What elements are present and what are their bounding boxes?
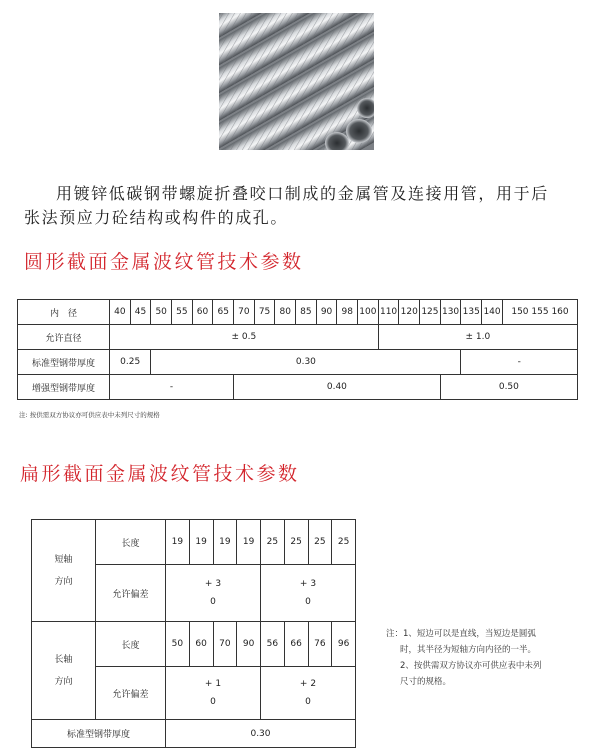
diameter-cell: 120 [399, 300, 420, 325]
long-length-cell: 76 [308, 622, 332, 667]
note-line: 2、按供需双方协议亦可供应表中未列 [400, 661, 542, 671]
short-length-cell: 25 [284, 520, 308, 565]
table-row [18, 300, 578, 325]
long-length-cell: 50 [166, 622, 190, 667]
flat-spec-table [31, 519, 356, 748]
short-length-cell: 19 [213, 520, 237, 565]
diameter-cell: 55 [172, 300, 193, 325]
long-length-cell: 66 [284, 622, 308, 667]
short-axis-label: 短轴 方向 [32, 520, 96, 622]
std-thickness-label: 标准型钢带厚度 [18, 350, 110, 375]
short-deviation-value: + 3 0 [261, 565, 356, 622]
long-length-cell: 60 [189, 622, 213, 667]
diameter-cell: 75 [254, 300, 275, 325]
short-length-cell: 19 [237, 520, 261, 565]
round-spec-table [17, 299, 578, 400]
diameter-cell: 45 [130, 300, 151, 325]
std-thickness-value: 0.25 [110, 350, 151, 375]
intro-line-1: 用镀锌低碳钢带螺旋折叠咬口制成的金属管及连接用管，用于后 [56, 184, 549, 203]
long-axis-label: 长轴 方向 [32, 622, 96, 720]
note-line: 注：1、短边可以是直线，当短边是圆弧 [386, 629, 536, 639]
long-deviation-label: 允许偏差 [96, 667, 166, 720]
table-row [32, 720, 356, 748]
long-deviation-value: + 1 0 [166, 667, 261, 720]
long-length-cell: 96 [332, 622, 356, 667]
diameter-cell: 125 [420, 300, 441, 325]
note-line: 尺寸的规格。 [400, 677, 452, 687]
note-line: 时，其半径为短轴方向内径的一半。 [400, 645, 537, 655]
long-deviation-value: + 2 0 [261, 667, 356, 720]
short-deviation-label: 允许偏差 [96, 565, 166, 622]
short-length-cell: 25 [261, 520, 285, 565]
short-length-label: 长度 [96, 520, 166, 565]
table-row [18, 325, 578, 350]
rein-thickness-value: - [110, 375, 234, 400]
long-length-cell: 70 [213, 622, 237, 667]
short-length-cell: 25 [332, 520, 356, 565]
long-length-label: 长度 [96, 622, 166, 667]
table-row [32, 622, 356, 667]
std-thickness-value: - [461, 350, 578, 375]
diameter-cell: 110 [378, 300, 399, 325]
product-photo [219, 13, 374, 150]
short-length-cell: 19 [189, 520, 213, 565]
intro-paragraph [24, 182, 572, 230]
flat-std-thickness-label: 标准型钢带厚度 [32, 720, 166, 748]
long-length-cell: 90 [237, 622, 261, 667]
diameter-cell: 130 [440, 300, 461, 325]
short-deviation-value: + 3 0 [166, 565, 261, 622]
round-table-note: 注: 按供需双方协议亦可供应表中未列尺寸的规格 [19, 411, 160, 419]
diameter-cell: 40 [110, 300, 131, 325]
diameter-cell: 50 [151, 300, 172, 325]
flat-table-note [386, 626, 586, 690]
diameter-cell: 90 [316, 300, 337, 325]
long-length-cell: 56 [261, 622, 285, 667]
diameter-cell: 80 [275, 300, 296, 325]
flat-section-title: 扁形截面金属波纹管技术参数 [20, 463, 300, 485]
short-length-cell: 25 [308, 520, 332, 565]
diameter-cell: 60 [192, 300, 213, 325]
diameter-cell: 85 [296, 300, 317, 325]
rein-thickness-label: 增强型钢带厚度 [18, 375, 110, 400]
tolerance-label: 允许直径 [18, 325, 110, 350]
table-row [32, 520, 356, 565]
table-row [18, 375, 578, 400]
diameter-cell: 135 [461, 300, 482, 325]
flat-std-thickness-value: 0.30 [166, 720, 356, 748]
diameter-cell: 100 [358, 300, 379, 325]
diameter-cell: 65 [213, 300, 234, 325]
short-length-cell: 19 [166, 520, 190, 565]
diameter-cell: 98 [337, 300, 358, 325]
diameter-cell: 150 155 160 [503, 300, 578, 325]
tolerance-small: ± 0.5 [110, 325, 379, 350]
diameter-cell: 70 [234, 300, 255, 325]
intro-line-2: 张法预应力砼结构或构件的成孔。 [24, 208, 289, 227]
rein-thickness-value: 0.50 [440, 375, 577, 400]
round-section-title: 圆形截面金属波纹管技术参数 [24, 251, 304, 273]
table-row [18, 350, 578, 375]
tolerance-large: ± 1.0 [378, 325, 577, 350]
diameter-cell: 140 [482, 300, 503, 325]
std-thickness-value: 0.30 [151, 350, 461, 375]
inner-diameter-label: 内 径 [18, 300, 110, 325]
rein-thickness-value: 0.40 [234, 375, 441, 400]
